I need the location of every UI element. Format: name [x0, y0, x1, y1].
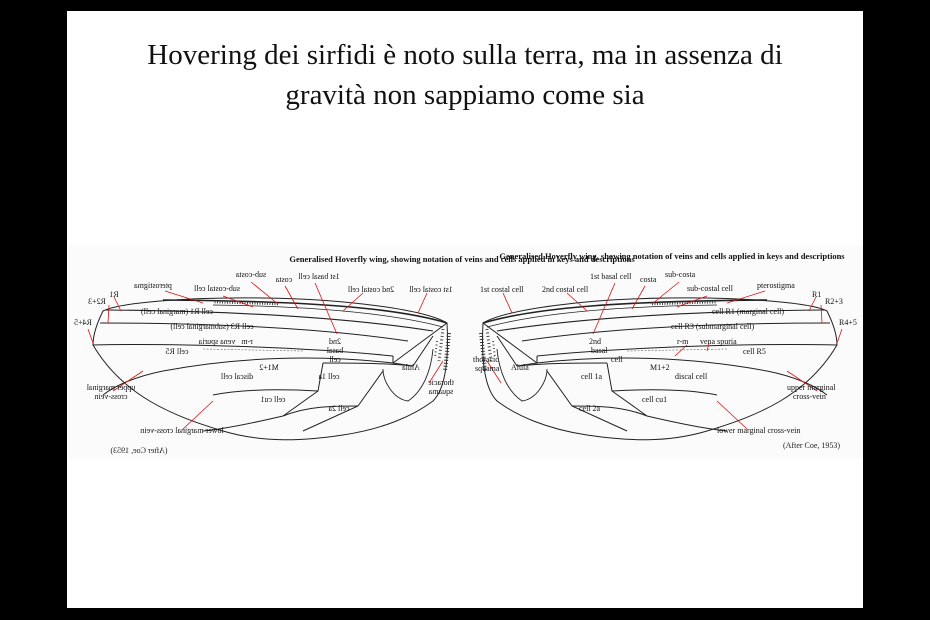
- label-cell-2a: cell 2a: [579, 404, 601, 413]
- label-cell-1a: cell 1a: [581, 372, 603, 381]
- label-sub-costal-cell: sub-costal cell: [687, 284, 733, 293]
- m-label-r1: R1: [109, 290, 119, 299]
- label-cell-r3: cell R3 (submarginal cell): [671, 322, 755, 331]
- m-label-r2-3: R2+3: [88, 297, 106, 306]
- label-r2-3: R2+3: [825, 297, 843, 306]
- m-label-cell-cu1: cell cu1: [260, 395, 286, 404]
- mirrored-credit: (After Coe, 1953): [110, 446, 168, 455]
- m-label-cell-2a: cell 2a: [328, 404, 350, 413]
- label-2nd-basal-cell: 2nd basalcell: [589, 337, 623, 364]
- title-line-2: gravità non sappiamo come sia: [285, 79, 645, 111]
- label-r-m: r-m: [677, 337, 689, 346]
- label-cell-cu1: cell cu1: [642, 395, 668, 404]
- m-label-lower-marginal: lower marginal cross-vein: [140, 426, 224, 435]
- m-label-2nd-basal-cell: 2nd basal cell: [326, 337, 344, 364]
- m-label-cell-r3: cell R3 (submarginal cell): [170, 322, 254, 331]
- left-wing-credit: [110, 446, 167, 455]
- m-label-m1-2: M1+2: [259, 363, 279, 372]
- label-1st-costal-cell: 1st costal cell: [480, 285, 524, 294]
- mirrored-heading-text: Generalised Hoverfly wing, showing notation of veins and cells applied in keys and descriptions: [289, 254, 635, 264]
- m-label-r-m: r-m: [241, 337, 253, 346]
- m-label-cell-1a: cell 1a: [318, 372, 340, 381]
- label-m1-2: M1+2: [650, 363, 670, 372]
- label-upper-marginal: upper marginal cross-vein: [787, 383, 836, 401]
- label-2nd-costal-cell: 2nd costal cell: [542, 285, 589, 294]
- m-label-thoracic-squama: thoracic squama: [428, 378, 454, 396]
- m-label-cell-r5: cell R5: [165, 347, 189, 356]
- label-thoracic-squama: thoracic squama: [473, 355, 500, 373]
- label-pterostigma: pterostigma: [757, 281, 795, 290]
- m-label-sub-costa: sub-costa: [235, 270, 267, 279]
- label-1st-basal-cell: 1st basal cell: [590, 272, 632, 281]
- figure-credit: (After Coe, 1953): [783, 441, 841, 450]
- m-label-2nd-costal-cell: 2nd costal cell: [347, 285, 395, 294]
- figure-heading: Generalised Hoverfly wing, showing notation of veins and cells applied in keys and descriptions: [499, 251, 845, 261]
- label-r4-5: R4+5: [839, 318, 857, 327]
- m-label-r4-5: R4+5: [74, 318, 92, 327]
- m-label-costa: costa: [275, 275, 293, 284]
- label-cell-r1: cell R1 (marginal cell): [712, 307, 785, 316]
- m-label-1st-basal-cell: 1st basal cell: [298, 272, 340, 281]
- m-label-alula: Alula: [402, 363, 420, 372]
- hoverfly-wing-figure: [67, 11, 863, 608]
- label-r1: R1: [812, 290, 822, 299]
- slide: [67, 11, 863, 608]
- label-sub-costa: sub-costa: [665, 270, 696, 279]
- m-label-upper-marginal: upper marginal cross-vein: [86, 383, 136, 401]
- m-label-sub-costal-cell: sub-costal cell: [194, 284, 240, 293]
- label-lower-marginal: lower marginal cross-vein: [717, 426, 801, 435]
- m-label-cell-r1: cell R1 (marginal cell): [140, 307, 214, 316]
- label-alula: Alula: [511, 363, 529, 372]
- m-label-pterostigma: pterostigma: [134, 281, 172, 290]
- title-line-1: Hovering dei sirfidi è noto sulla terra, ma in assenza di: [147, 39, 783, 71]
- label-cell-r5: cell R5: [743, 347, 766, 356]
- m-label-discal-cell: discal cell: [220, 372, 254, 381]
- label-vena-spuria: vena spuria: [700, 337, 737, 346]
- label-costa: costa: [640, 275, 657, 284]
- label-discal-cell: discal cell: [675, 372, 708, 381]
- m-label-vena-spuria: vena spuria: [198, 337, 236, 346]
- m-label-1st-costal-cell: 1st costal cell: [409, 285, 453, 294]
